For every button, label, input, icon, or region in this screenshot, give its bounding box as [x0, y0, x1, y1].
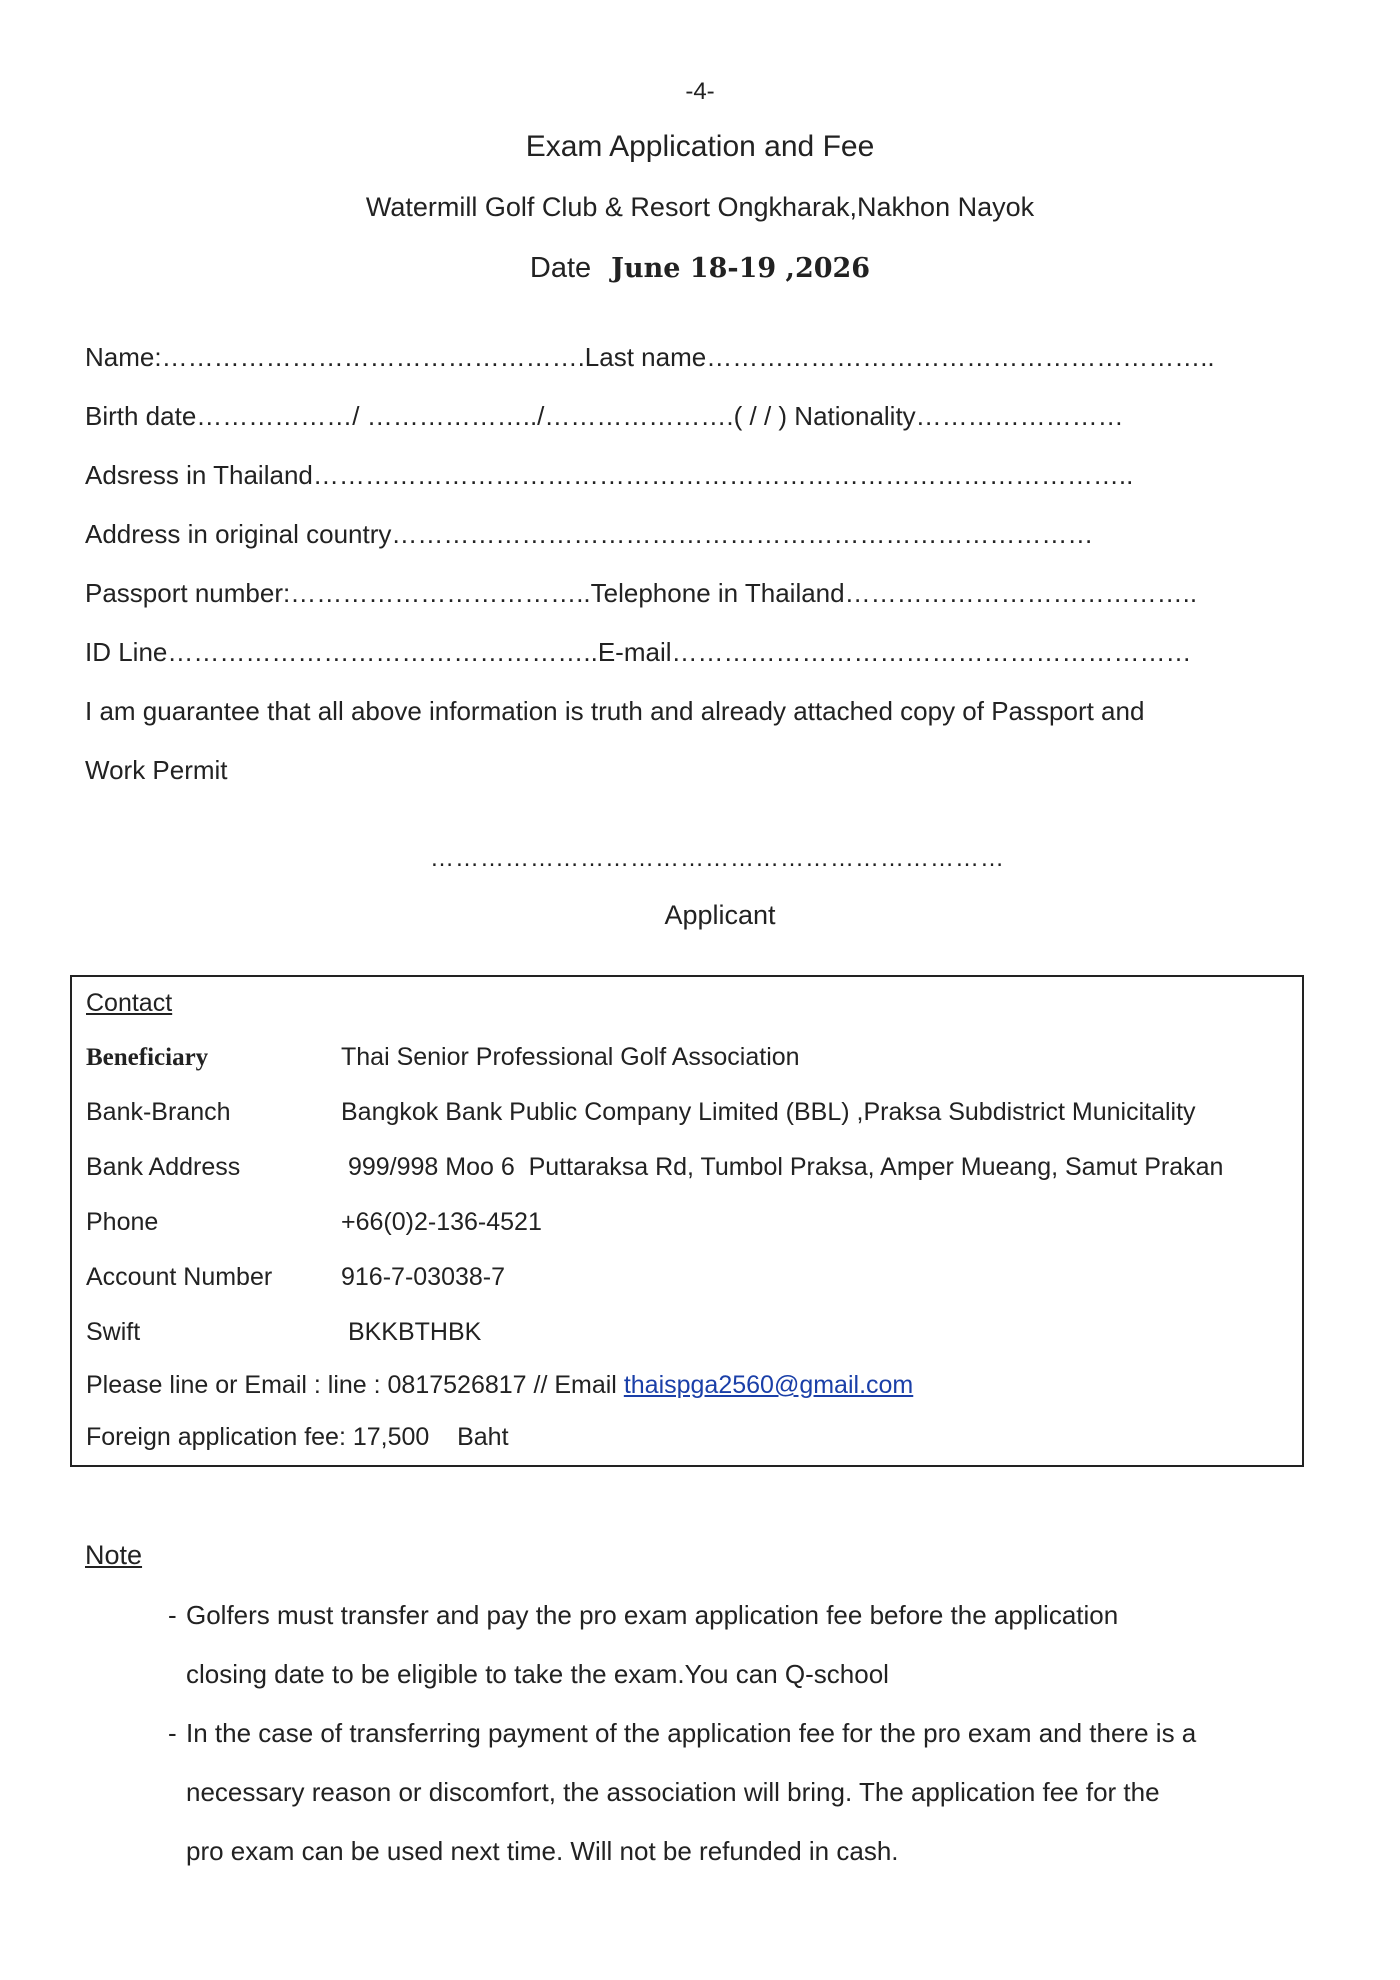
id-line-email-field-line[interactable]: ID Line…………………………………………..E-mail…………………………………………………… [85, 637, 1192, 667]
account-number-row [86, 1263, 505, 1292]
beneficiary-label: Beneficiary [86, 1044, 209, 1071]
phone-row [86, 1208, 542, 1237]
guarantee-statement-line1: I am guarantee that all above information is truth and already attached copy of Passport and [85, 696, 1145, 726]
venue-subtitle: Watermill Golf Club & Resort Ongkharak,Nakhon Nayok [365, 192, 1035, 222]
address-original-country-field-line[interactable]: Address in original country……………………………………………………………………… [85, 519, 1094, 549]
page-number: -4- [685, 78, 715, 105]
address-thailand-field-line[interactable]: Adsress in Thailand………………………………………………………………………………….. [85, 460, 1134, 490]
bank-branch-label: Bank-Branch [86, 1098, 231, 1126]
note-item [168, 1586, 1118, 1704]
swift-label: Swift [86, 1318, 141, 1346]
line-email-text: Please line or Email : line : 0817526817 // Email [86, 1371, 624, 1399]
note-dash: - [168, 1600, 177, 1630]
phone-value: +66(0)2-136-4521 [341, 1208, 542, 1236]
note-item [168, 1704, 1196, 1881]
date-value: June 18-19 ,2026 [611, 253, 871, 284]
bank-address-value: 999/998 Moo 6 Puttaraksa Rd, Tumbol Praksa, Amper Mueang, Samut Prakan [341, 1153, 1224, 1181]
note-item-line: Golfers must transfer and pay the pro exam application fee before the application [186, 1600, 1119, 1630]
line-email-row [86, 1371, 913, 1400]
exam-date [0, 252, 1400, 285]
swift-value: BKKBTHBK [341, 1318, 482, 1346]
contact-heading: Contact [86, 989, 173, 1017]
birthdate-nationality-field-line[interactable]: Birth date………………/ ………………../………………….( / / ) Nationality…………………… [85, 401, 1124, 431]
bank-address-row [86, 1153, 1223, 1182]
contact-box [70, 975, 1304, 1467]
applicant-label: Applicant [664, 900, 776, 930]
phone-label: Phone [86, 1208, 159, 1236]
page-title: Exam Application and Fee [525, 130, 875, 163]
passport-telephone-field-line[interactable]: Passport number:……………………………..Telephone in Thailand………………………………….. [85, 578, 1198, 608]
date-label: Date [529, 252, 592, 284]
note-item-line: In the case of transferring payment of the application fee for the pro exam and there is a [186, 1718, 1197, 1748]
swift-row [86, 1318, 481, 1347]
note-item-line: pro exam can be used next time. Will not be refunded in cash. [186, 1836, 899, 1866]
name-field-line[interactable]: Name:………………………………………….Last name………………………………………………….. [85, 342, 1215, 372]
beneficiary-value: Thai Senior Professional Golf Association [341, 1043, 800, 1071]
guarantee-statement-line2: Work Permit [85, 755, 228, 785]
email-link[interactable]: thaispga2560@gmail.com [623, 1371, 914, 1399]
account-number-value: 916-7-03038-7 [341, 1263, 506, 1291]
note-dash: - [168, 1718, 177, 1748]
bank-branch-row [86, 1098, 1196, 1127]
foreign-fee-row: Foreign application fee: 17,500 Baht [86, 1423, 509, 1451]
account-number-label: Account Number [86, 1263, 273, 1291]
beneficiary-row [86, 1043, 800, 1072]
note-item-line: necessary reason or discomfort, the association will bring. The application fee for the [186, 1777, 1160, 1807]
bank-address-label: Bank Address [86, 1153, 241, 1181]
note-heading: Note [85, 1540, 143, 1570]
bank-branch-value: Bangkok Bank Public Company Limited (BBL) ,Praksa Subdistrict Municitality [341, 1098, 1196, 1126]
note-item-line: closing date to be eligible to take the exam.You can Q-school [186, 1659, 889, 1689]
signature-line[interactable]: …………………………………………………………… [430, 845, 1005, 872]
